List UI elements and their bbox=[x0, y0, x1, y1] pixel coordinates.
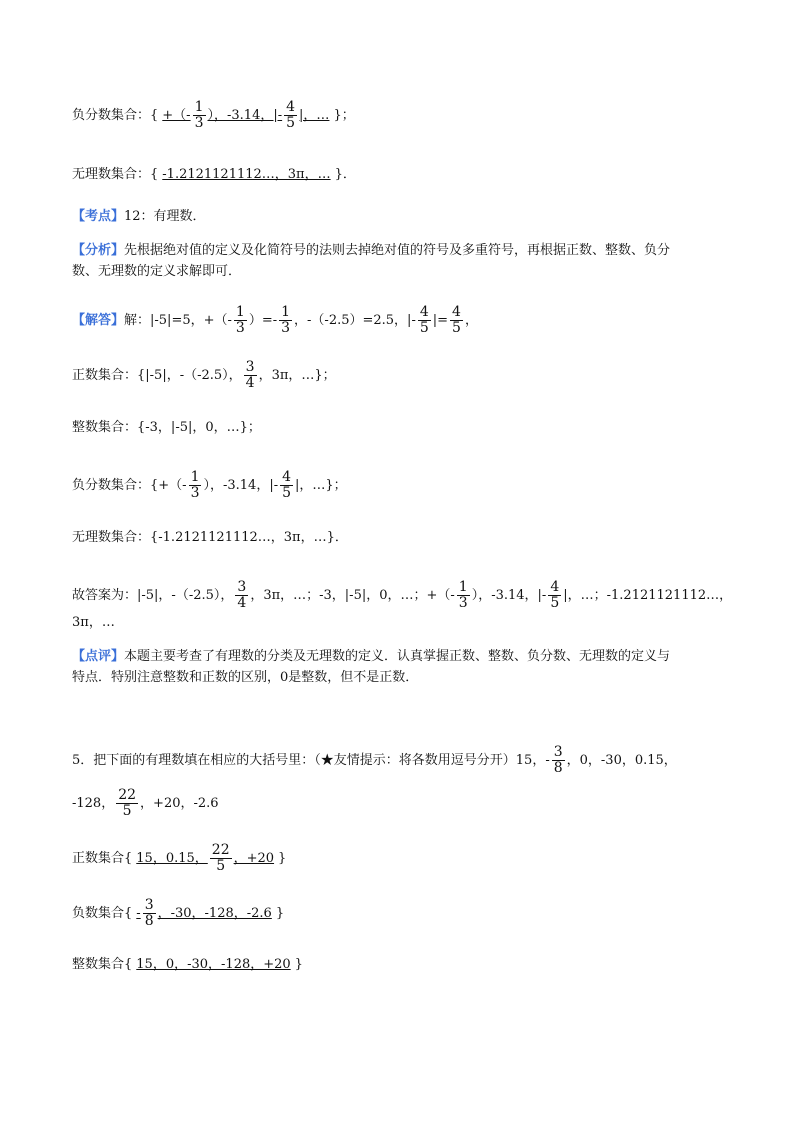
numerator: 3 bbox=[144, 897, 154, 913]
fraction bbox=[235, 580, 248, 611]
fraction bbox=[457, 580, 470, 611]
numerator: 4 bbox=[452, 304, 461, 320]
fraction bbox=[234, 305, 247, 336]
denominator: 3 bbox=[281, 320, 291, 336]
final-answer bbox=[72, 580, 732, 611]
numerator: 3 bbox=[553, 744, 563, 760]
numerator: 4 bbox=[419, 304, 429, 320]
answer-text: ，+20 bbox=[233, 851, 275, 866]
fenxi-section-line2 bbox=[72, 263, 241, 281]
text: 正数集合：{|-5|，-（-2.5）， bbox=[72, 368, 242, 383]
denominator: 5 bbox=[550, 595, 560, 611]
section-text: 特点．特别注意整数和正数的区别，0是整数，但不是正数． bbox=[72, 670, 419, 685]
fraction bbox=[143, 898, 156, 929]
text: }； bbox=[333, 108, 355, 123]
set-label: 无理数集合：{ bbox=[72, 167, 159, 182]
text: 无理数集合：{-1.2121121112…，3π，…}． bbox=[72, 530, 348, 545]
negative-fraction-set bbox=[72, 470, 347, 501]
denominator: 5 bbox=[286, 115, 296, 131]
fraction bbox=[280, 470, 293, 501]
irrational-set-answer bbox=[72, 166, 356, 184]
numerator: 3 bbox=[245, 359, 255, 375]
numerator: 1 bbox=[190, 469, 200, 485]
text: |，…}； bbox=[295, 478, 347, 493]
section-tag: 【解答】 bbox=[72, 313, 125, 328]
q5-positive-set bbox=[72, 843, 286, 874]
section-text: 12：有理数． bbox=[124, 209, 206, 224]
denominator: 8 bbox=[553, 760, 563, 776]
fraction bbox=[552, 745, 565, 776]
q5-negative-set bbox=[72, 898, 284, 929]
denominator: 8 bbox=[144, 913, 154, 929]
denominator: 4 bbox=[237, 595, 247, 611]
dianping-section bbox=[72, 648, 670, 666]
section-tag: 【分析】 bbox=[72, 243, 125, 258]
text: |，…；-1.2121121112…， bbox=[563, 588, 733, 603]
question-text: ，0，-30，0.15， bbox=[566, 753, 677, 768]
text: } bbox=[275, 906, 285, 921]
fraction bbox=[279, 305, 292, 336]
fraction bbox=[284, 100, 297, 131]
text: ），-3.14，|- bbox=[471, 588, 547, 603]
numerator: 1 bbox=[235, 304, 245, 320]
text: } bbox=[294, 957, 303, 972]
text: ），-3.14，|- bbox=[207, 108, 283, 123]
numerator: 4 bbox=[282, 469, 292, 485]
numerator: 4 bbox=[550, 579, 560, 595]
text: ）=- bbox=[248, 313, 278, 328]
fraction bbox=[193, 100, 206, 131]
set-label: 负分数集合：{ bbox=[72, 108, 159, 123]
text: 3π，… bbox=[72, 615, 115, 630]
answer-text: ，-30，-128，-2.6 bbox=[157, 906, 272, 921]
denominator: 3 bbox=[235, 320, 245, 336]
fraction bbox=[450, 305, 463, 336]
numerator: 22 bbox=[211, 842, 230, 858]
set-label: 整数集合{ bbox=[72, 957, 133, 972]
denominator: 5 bbox=[210, 858, 232, 874]
text: ），-3.14，|- bbox=[203, 478, 279, 493]
denominator: 4 bbox=[245, 375, 255, 391]
question-text: 5．把下面的有理数填在相应的大括号里：（★友情提示：将各数用逗号分开）15，- bbox=[72, 753, 550, 768]
text: 整数集合：{-3，|-5|，0，…}； bbox=[72, 420, 261, 435]
section-tag: 【点评】 bbox=[72, 649, 125, 664]
final-answer-line2 bbox=[72, 614, 115, 632]
numerator: 1 bbox=[458, 579, 468, 595]
set-label: 正数集合{ bbox=[72, 851, 133, 866]
denominator: 5 bbox=[452, 320, 461, 336]
section-tag: 【考点】 bbox=[72, 209, 125, 224]
section-text: 数、无理数的定义求解即可． bbox=[72, 264, 242, 279]
text: ，3π，…}； bbox=[258, 368, 336, 383]
answer-text: 15，0.15， bbox=[136, 851, 208, 866]
text: ， bbox=[464, 313, 478, 328]
question-text: -128， bbox=[72, 796, 115, 811]
denominator: 5 bbox=[282, 485, 292, 501]
numerator: 22 bbox=[118, 787, 137, 803]
text: } bbox=[278, 851, 287, 866]
text: |= bbox=[432, 313, 449, 328]
question-5 bbox=[72, 745, 677, 776]
fenxi-section bbox=[72, 242, 670, 260]
text: +（- bbox=[162, 108, 191, 123]
denominator: 3 bbox=[458, 595, 468, 611]
denominator: 5 bbox=[419, 320, 429, 336]
question-text: ，+20，-2.6 bbox=[140, 796, 219, 811]
irrational-set bbox=[72, 529, 348, 547]
integer-set bbox=[72, 419, 261, 437]
numerator: 3 bbox=[237, 579, 247, 595]
answer-text: -1.2121121112…，3π，… bbox=[162, 167, 331, 182]
fraction bbox=[210, 843, 232, 874]
fraction bbox=[548, 580, 561, 611]
kaodian-section bbox=[72, 208, 206, 226]
text: |，… bbox=[299, 108, 330, 123]
denominator: 3 bbox=[194, 115, 204, 131]
set-label: 负数集合{ bbox=[72, 906, 133, 921]
answer-text: 15，0，-30，-128，+20 bbox=[136, 957, 291, 972]
denominator: 5 bbox=[116, 803, 138, 819]
section-text: 本题主要考查了有理数的分类及无理数的定义．认真掌握正数、整数、负分数、无理数的定义与 bbox=[124, 649, 671, 664]
text: }． bbox=[334, 167, 356, 182]
fraction bbox=[189, 470, 202, 501]
fraction bbox=[418, 305, 431, 336]
question-5-line2 bbox=[72, 788, 219, 819]
negative-fraction-set-answer bbox=[72, 100, 355, 131]
text: ，-（-2.5）=2.5，|- bbox=[294, 313, 416, 328]
fraction bbox=[244, 360, 257, 391]
jieda-section bbox=[72, 305, 478, 336]
text: 负分数集合：{+（- bbox=[72, 478, 187, 493]
text: ，3π，…；-3，|-5|，0，…；+（- bbox=[250, 588, 455, 603]
denominator: 3 bbox=[190, 485, 200, 501]
answer-text: - bbox=[136, 906, 141, 921]
q5-integer-set bbox=[72, 956, 303, 974]
numerator: 1 bbox=[281, 304, 291, 320]
text: 解：|-5|=5，+（- bbox=[124, 313, 232, 328]
numerator: 4 bbox=[286, 99, 296, 115]
positive-set bbox=[72, 360, 336, 391]
numerator: 1 bbox=[194, 99, 204, 115]
section-text: 先根据绝对值的定义及化简符号的法则去掉绝对值的符号及多重符号，再根据正数、整数、负分 bbox=[124, 243, 671, 258]
text: 故答案为：|-5|，-（-2.5）， bbox=[72, 588, 234, 603]
dianping-section-line2 bbox=[72, 669, 418, 687]
fraction bbox=[116, 788, 138, 819]
